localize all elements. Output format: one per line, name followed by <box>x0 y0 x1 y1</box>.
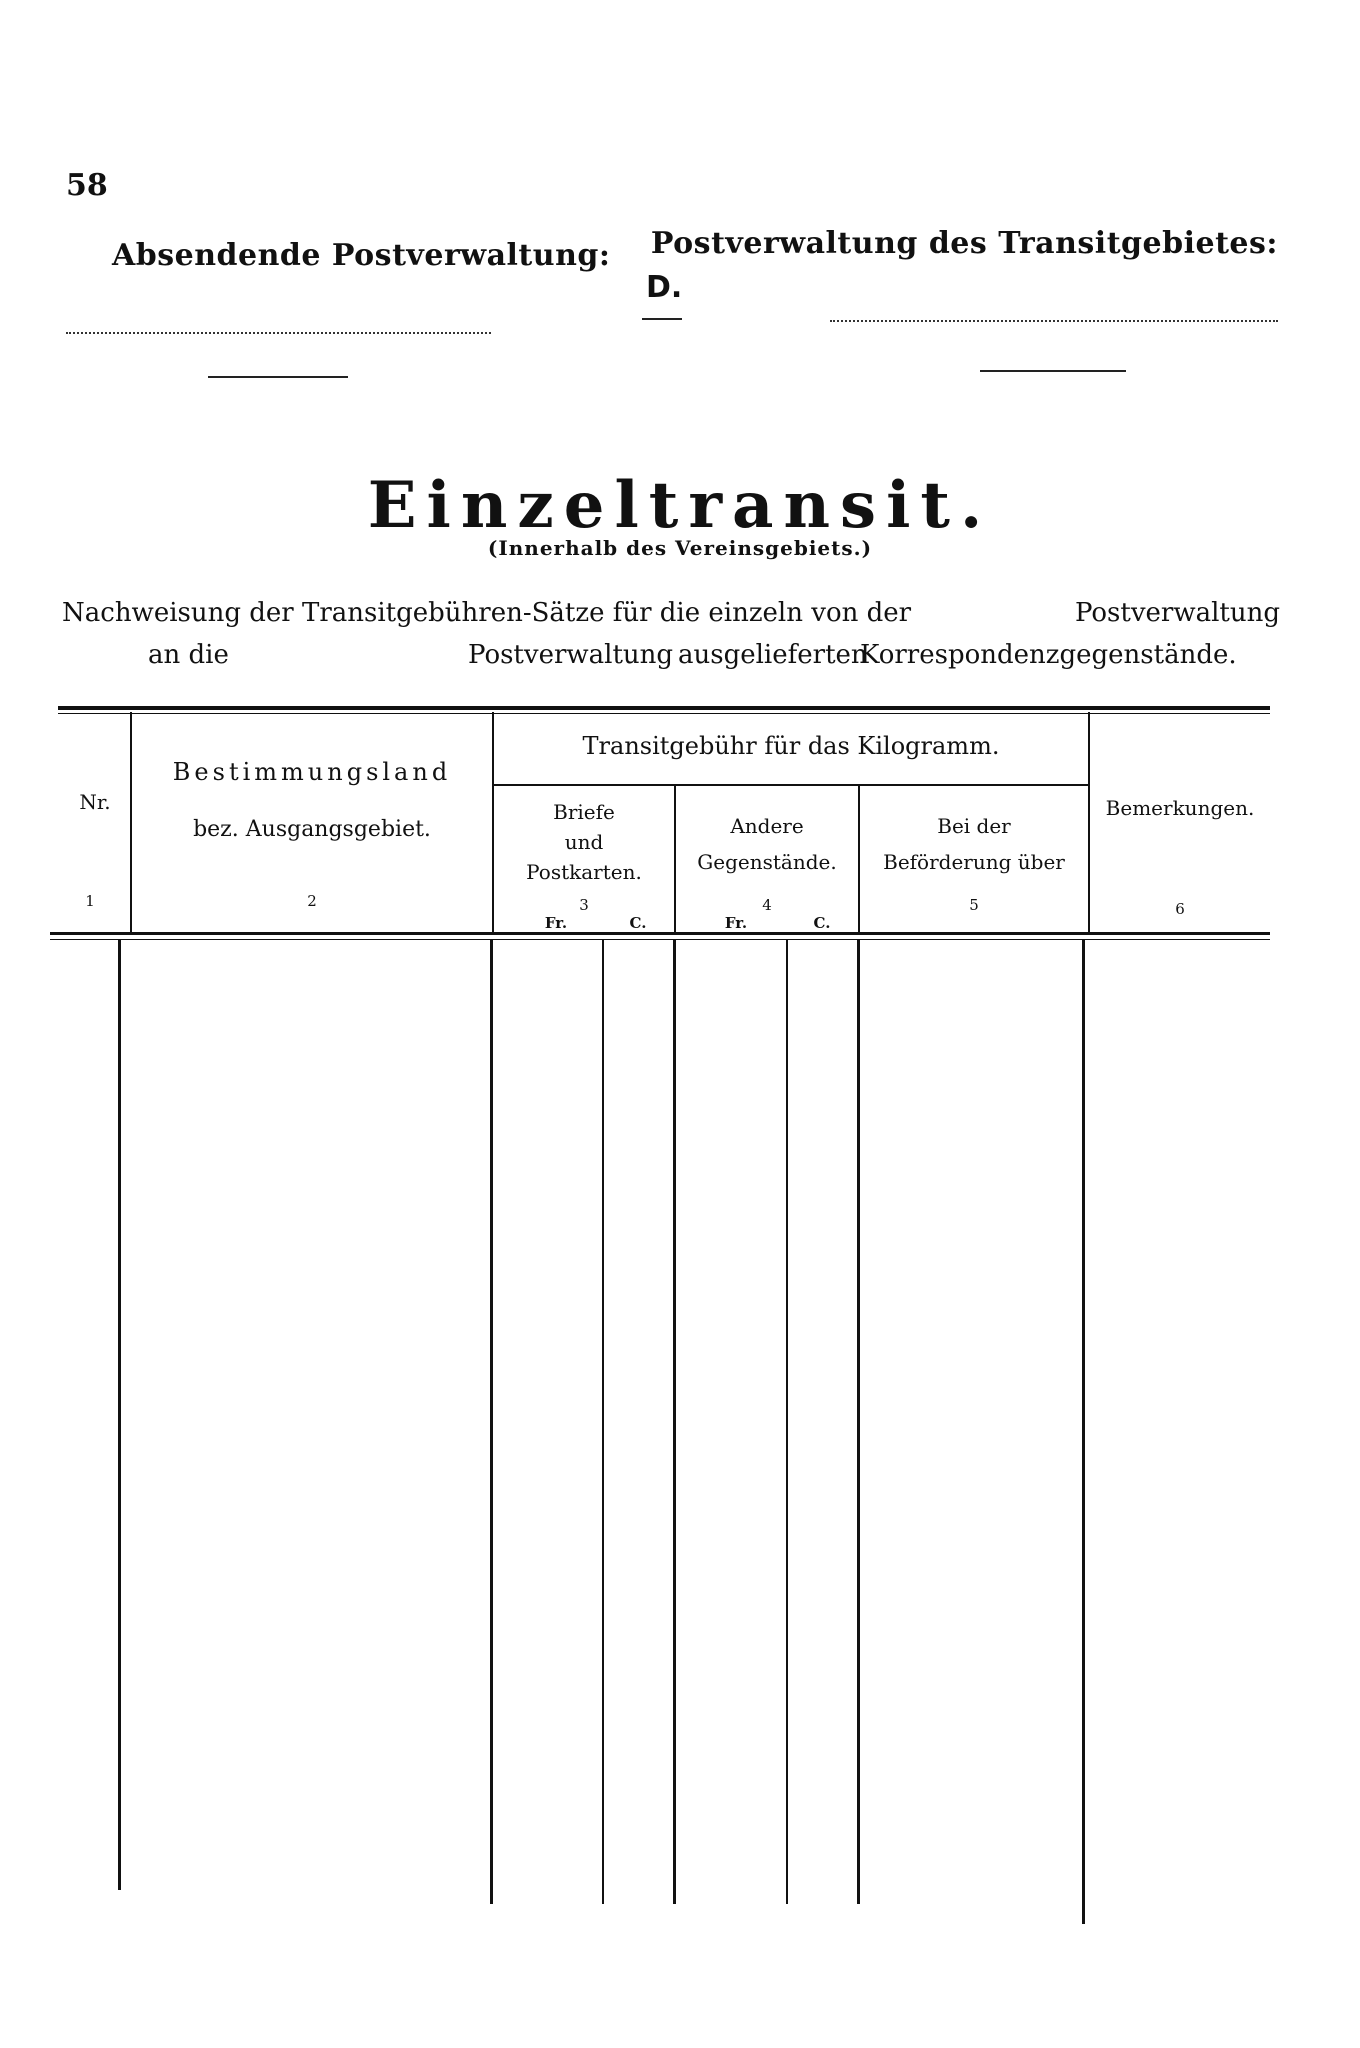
column-header-other-line2: Gegenstände. <box>697 850 837 874</box>
column-number-2: 2 <box>307 892 317 910</box>
document-title: Einzeltransit. <box>367 468 993 543</box>
intro-line-1-admin: Postverwaltung <box>1074 598 1280 628</box>
column-header-letters-line3: Postkarten. <box>526 860 642 884</box>
header-bottom-rule-thin <box>50 939 1270 940</box>
sender-administration-label: Absendende Postverwaltung: <box>112 238 611 273</box>
intro-line-2-delivered: ausgelieferten <box>678 640 868 670</box>
transit-rule <box>980 370 1126 372</box>
column-header-letters-line1: Briefe <box>553 800 615 824</box>
intro-line-2-items: Korrespondenzgegenstände. <box>860 640 1237 670</box>
intro-line-2-admin: Postverwaltung <box>468 640 674 670</box>
group-header-rule <box>492 784 1088 786</box>
column-divider-other-body <box>857 940 860 1904</box>
column-header-other-line1: Andere <box>730 814 804 838</box>
column-number-4: 4 <box>762 896 772 914</box>
intro-line-2-to: an die <box>148 640 229 670</box>
intro-line-1-text: Nachweisung der Transitgebühren-Sätze für die einzeln von der <box>62 598 912 628</box>
column-header-remarks: Bemerkungen. <box>1105 796 1255 820</box>
header-bottom-rule <box>50 932 1270 935</box>
column-header-nr: Nr. <box>79 790 111 814</box>
column-divider-route-body <box>1082 940 1085 1924</box>
unit-centimes-other: C. <box>813 914 831 932</box>
sender-rule <box>208 376 348 378</box>
subcolumn-divider-other-c <box>786 940 788 1904</box>
column-number-6: 6 <box>1175 900 1185 918</box>
subcolumn-divider-letters-c <box>602 940 604 1904</box>
unit-francs-other: Fr. <box>724 914 748 932</box>
column-number-1: 1 <box>85 892 95 910</box>
column-divider-destination-body <box>490 940 493 1904</box>
column-header-destination-line1: Bestimmungsland <box>172 758 452 786</box>
column-number-3: 3 <box>579 896 589 914</box>
form-letter-rule <box>642 318 682 320</box>
column-divider-nr-body <box>118 940 121 1890</box>
sender-fill-line <box>66 332 491 334</box>
transit-administration-label: Postverwaltung des Transitgebietes: <box>650 226 1278 261</box>
column-header-letters-line2: und <box>564 830 604 854</box>
unit-francs-letters: Fr. <box>544 914 568 932</box>
column-number-5: 5 <box>969 896 979 914</box>
column-header-route-line1: Bei der <box>937 814 1011 838</box>
page-number: 58 <box>66 168 108 203</box>
column-divider-letters-body <box>673 940 676 1904</box>
document-subtitle: (Innerhalb des Vereinsgebiets.) <box>487 536 873 560</box>
transit-fill-line <box>830 320 1278 322</box>
form-letter: D. <box>646 270 683 305</box>
unit-centimes-letters: C. <box>629 914 647 932</box>
table-top-rule <box>58 706 1270 710</box>
column-header-route-line2: Beförderung über <box>883 850 1065 874</box>
column-header-destination-line2: bez. Ausgangsgebiet. <box>193 817 431 842</box>
column-group-header: Transitgebühr für das Kilogramm. <box>582 732 1000 760</box>
